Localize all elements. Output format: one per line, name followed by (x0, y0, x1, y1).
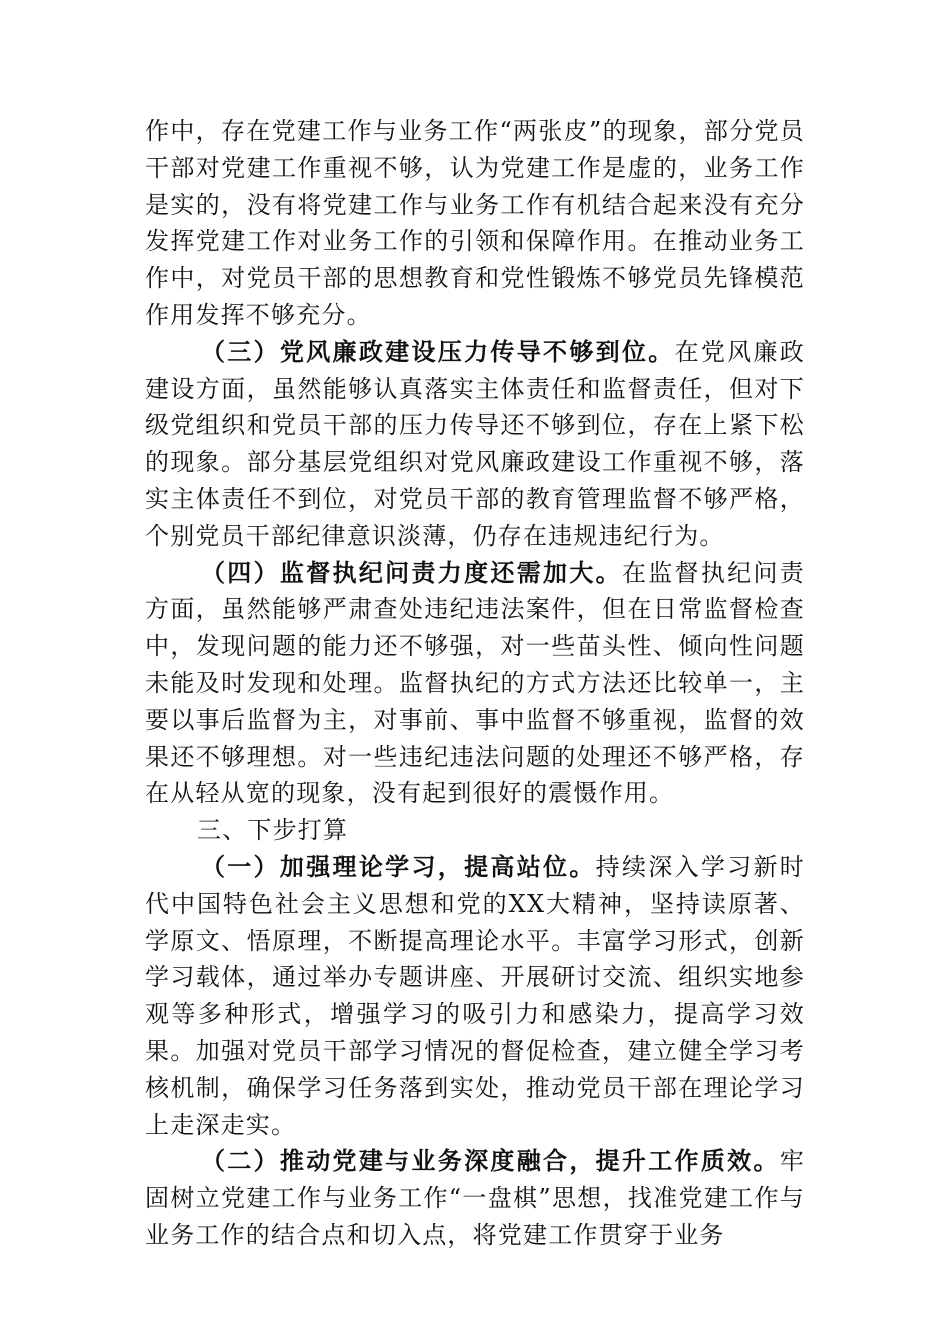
paragraph-continuation (145, 113, 805, 334)
item-4-lead: （四）监督执纪问责力度还需加大。 (201, 558, 622, 587)
paragraph-plan-2 (145, 1143, 805, 1253)
section-heading: 三、下步打算 (197, 816, 349, 845)
item-3-body: 在党风廉政建设方面，虽然能够认真落实主体责任和监督责任，但对下级党组织和党员干部的压力传导还不够到位，存在上紧下松的现象。部分基层党组织对党风廉政建设工作重视不够，落实主体责任不到位，对党员干部的教育管理监督不够严格，个别党员干部纪律意识淡薄，仍存在违规违纪行为。 (145, 337, 805, 550)
item-3-lead: （三）党风廉政建设压力传导不够到位。 (201, 337, 675, 366)
plan-1-body: 持续深入学习新时代中国特色社会主义思想和党的XX大精神，坚持读原著、学原文、悟原理，不断提高理论水平。丰富学习形式，创新学习载体，通过举办专题讲座、开展研讨交流、组织实地参观等多种形式，增强学习的吸引力和感染力，提高学习效果。加强对党员干部学习情况的督促检查，建立健全学习考核机制，确保学习任务落到实处，推动党员干部在理论学习上走深走实。 (145, 852, 806, 1139)
paragraph-item-3 (145, 334, 805, 555)
document-body (145, 113, 805, 1254)
plan-2-body: 牢固树立党建工作与业务工作“一盘棋”思想，找准党建工作与业务工作的结合点和切入点，将党建工作贯穿于业务 (145, 1147, 805, 1249)
plan-2-lead: （二）推动党建与业务深度融合，提升工作质效。 (201, 1147, 780, 1176)
item-4-body: 在监督执纪问责方面，虽然能够严肃查处违纪违法案件，但在日常监督检查中，发现问题的能力还不够强，对一些苗头性、倾向性问题未能及时发现和处理。监督执纪的方式方法还比较单一，主要以事后监督为主，对事前、事中监督不够重视，监督的效果还不够理想。对一些违纪违法问题的处理还不够严格，存在从轻从宽的现象，没有起到很好的震慑作用。 (145, 558, 805, 808)
paragraph-item-4 (145, 555, 805, 813)
paragraph-text: 作中，存在党建工作与业务工作“两张皮”的现象，部分党员干部对党建工作重视不够，认为党建工作是虚的，业务工作是实的，没有将党建工作与业务工作有机结合起来没有充分发挥党建工作对业务工作的引领和保障作用。在推动业务工作中，对党员干部的思想教育和党性锻炼不够党员先锋模范作用发挥不够充分。 (145, 117, 805, 329)
paragraph-plan-1 (145, 849, 805, 1143)
plan-1-lead: （一）加强理论学习，提高站位。 (201, 852, 596, 881)
